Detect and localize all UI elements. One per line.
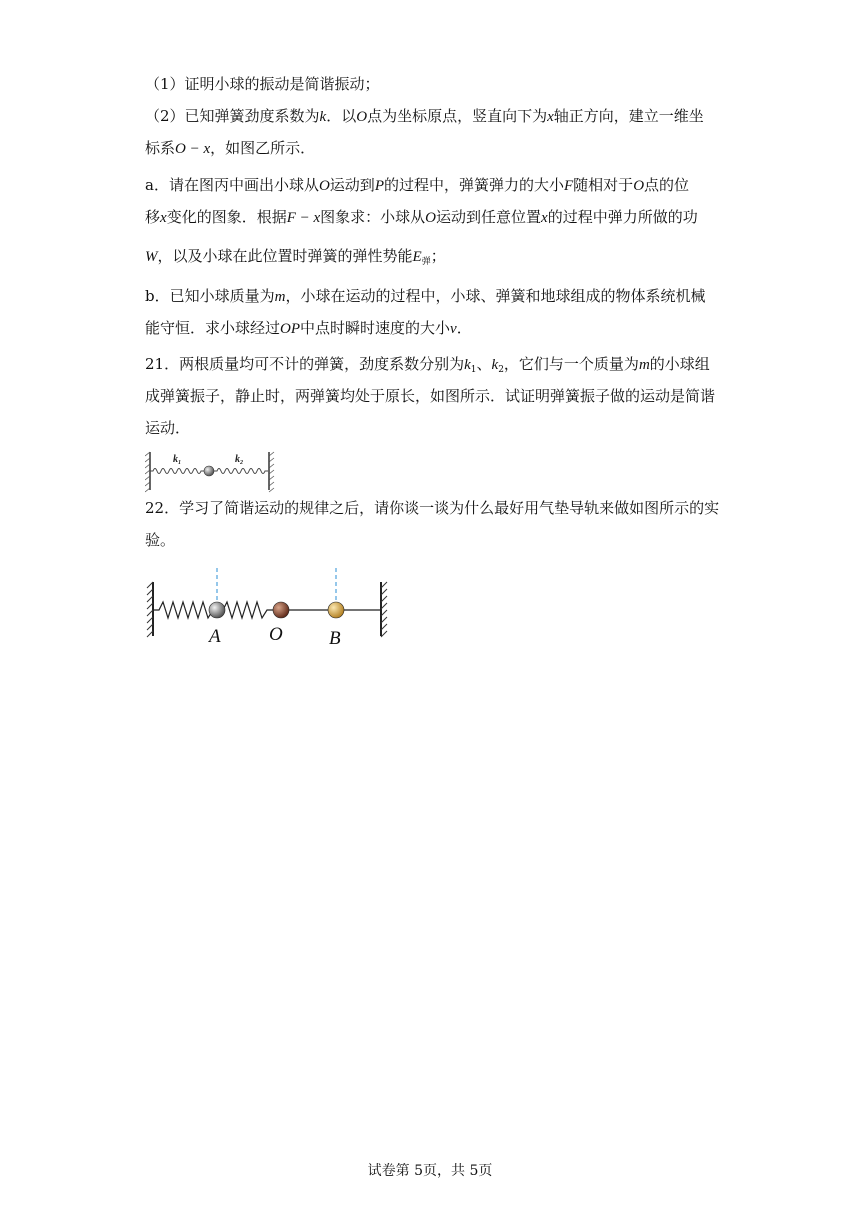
two-spring-oscillator-figure — [145, 448, 275, 494]
q20-a-line3: W，以及小球在此位置时弹簧的弹性势能$E_弹$； — [145, 247, 446, 267]
air-track-oscillator-figure — [145, 566, 395, 650]
q20-a-line2: 移x变化的图象．根据F − x图象求：小球从O运动到任意位置x的过程中弹力所做的功 — [145, 208, 698, 226]
page-footer: 试卷第 5页，共 5页 — [367, 1163, 493, 1179]
spring-k2 — [214, 469, 268, 474]
ball-B — [328, 602, 344, 618]
q21-line3: 运动． — [145, 419, 191, 437]
q20-b-line1: b．已知小球质量为m，小球在运动的过程中，小球、弹簧和地球组成的物体系统机械 — [145, 287, 706, 305]
q20-b-line2: 能守恒．求小球经过OP中点时瞬时速度的大小v． — [145, 319, 472, 337]
label-k1: $k_1$ — [173, 454, 181, 466]
q21-line2: 成弹簧振子，静止时，两弹簧均处于原长，如图所示．试证明弹簧振子做的运动是简谐 — [145, 387, 716, 405]
q20-a-line1: a．请在图丙中画出小球从O运动到P的过程中，弹簧弹力的大小F随相对于O点的位 — [145, 176, 690, 194]
q20-part2-line1: （2）已知弹簧劲度系数为k．以O点为坐标原点，竖直向下为x轴正方向，建立一维坐 — [145, 107, 704, 125]
label-O: O — [269, 624, 283, 645]
ball-A — [209, 602, 225, 618]
q22-line1: 22．学习了简谐运动的规律之后，请你谈一谈为什么最好用气垫导轨来做如图所示的实 — [145, 499, 720, 517]
label-A: A — [209, 626, 221, 647]
q20-part2-line2: 标系O − x，如图乙所示． — [145, 139, 316, 157]
label-k2: $k_2$ — [235, 454, 243, 466]
ball-O — [273, 602, 289, 618]
label-B: B — [329, 628, 341, 649]
q20-part1: （1）证明小球的振动是简谐振动； — [145, 75, 380, 93]
spring-k1 — [150, 469, 204, 474]
ball-m — [204, 466, 214, 476]
q21-line1: 21．两根质量均可不计的弹簧，劲度系数分别为$k_1$、$k_2$，它们与一个质量为m的小球组 — [145, 355, 710, 375]
q22-line2: 验。 — [145, 531, 176, 549]
